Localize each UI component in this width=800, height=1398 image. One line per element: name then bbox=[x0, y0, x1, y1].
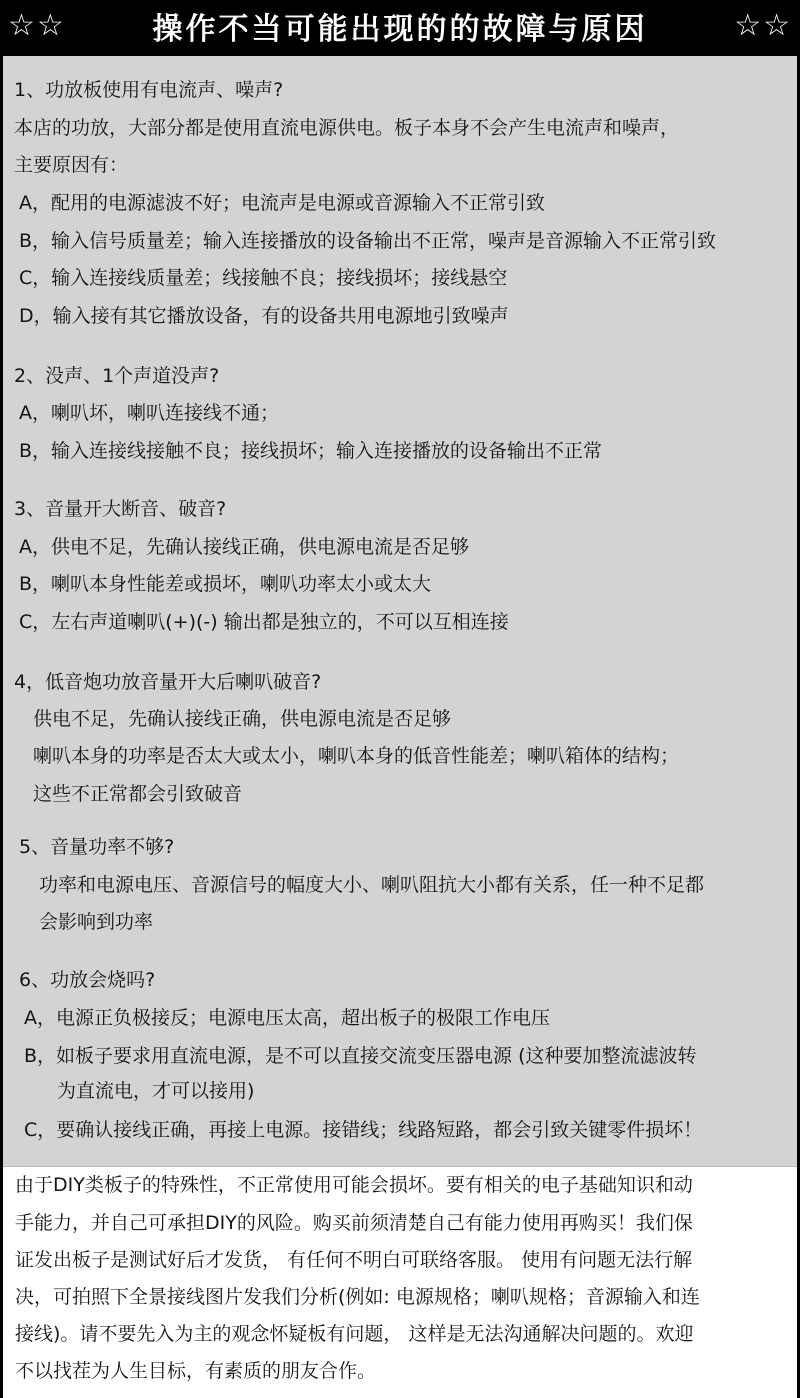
section-4-heading: 4，低音炮功放音量开大后喇叭破音? bbox=[14, 671, 322, 693]
section-3-line: B，喇叭本身性能差或损坏，喇叭功率太小或太大 bbox=[19, 573, 432, 595]
notice-line: 证发出板子是测试好后才发货， 有任何不明白可联络客服。 使用有问题无法行解 bbox=[15, 1249, 693, 1271]
notice-line: 接线)。请不要先入为主的观念怀疑板有问题， 这样是无法沟通解决问题的。欢迎 bbox=[15, 1323, 694, 1345]
section-2-line: B，输入连接线接触不良；接线损坏；输入连接播放的设备输出不正常 bbox=[19, 440, 603, 462]
section-4-line: 供电不足，先确认接线正确，供电源电流是否足够 bbox=[33, 708, 452, 730]
section-1-line: B，输入信号质量差；输入连接播放的设备输出不正常，噪声是音源输入不正常引致 bbox=[19, 230, 717, 252]
right-stars-icon: ☆☆ bbox=[734, 8, 792, 43]
notice-box bbox=[3, 1166, 797, 1398]
section-4-line: 喇叭本身的功率是否太大或太小，喇叭本身的低音性能差；喇叭箱体的结构； bbox=[33, 745, 680, 767]
section-6-line: C，要确认接线正确，再接上电源。接错线；线路短路，都会引致关键零件损坏！ bbox=[24, 1119, 703, 1141]
section-5-line: 会影响到功率 bbox=[39, 911, 154, 933]
section-4-line: 这些不正常都会引致破音 bbox=[33, 783, 243, 805]
section-1-line: A，配用的电源滤波不好；电流声是电源或音源输入不正常引致 bbox=[19, 192, 545, 214]
notice-line: 由于DIY类板子的特殊性，不正常使用可能会损坏。要有相关的电子基础知识和动 bbox=[15, 1174, 693, 1196]
section-3-heading: 3、音量开大断音、破音? bbox=[14, 498, 227, 520]
section-1-line: D，输入接有其它播放设备，有的设备共用电源地引致噪声 bbox=[19, 305, 509, 327]
section-6-heading: 6、功放会烧吗? bbox=[19, 969, 156, 991]
left-stars-icon: ☆☆ bbox=[8, 8, 66, 43]
notice-line: 决，可拍照下全景接线图片发我们分析(例如: 电源规格；喇叭规格；音源输入和连 bbox=[15, 1286, 700, 1308]
section-1-line: C，输入连接线质量差；线接触不良；接线损坏；接线悬空 bbox=[19, 267, 508, 289]
section-1-line: 本店的功放，大部分都是使用直流电源供电。板子本身不会产生电流声和噪声， bbox=[14, 117, 680, 139]
section-1-line: 主要原因有： bbox=[14, 154, 129, 176]
section-6-line: 为直流电，才可以接用) bbox=[57, 1080, 255, 1102]
notice-line: 不以找茬为人生目标，有素质的朋友合作。 bbox=[15, 1360, 377, 1382]
section-1-heading: 1、功放板使用有电流声、噪声? bbox=[14, 79, 284, 101]
section-5-heading: 5、音量功率不够? bbox=[19, 836, 175, 858]
faq-panel bbox=[3, 56, 797, 1166]
section-2-heading: 2、没声、1个声道没声? bbox=[14, 365, 220, 387]
section-3-line: C，左右声道喇叭(+)(-) 输出都是独立的，不可以互相连接 bbox=[19, 611, 509, 633]
section-2-line: A，喇叭坏，喇叭连接线不通； bbox=[19, 402, 279, 424]
notice-line: 手能力，并自己可承担DIY的风险。购买前须清楚自己有能力使用再购买！我们保 bbox=[15, 1212, 693, 1234]
section-5-line: 功率和电源电压、音源信号的幅度大小、喇叭阻抗大小都有关系，任一种不足都 bbox=[39, 874, 705, 896]
title-bar bbox=[0, 0, 800, 52]
section-6-line: B，如板子要求用直流电源，是不可以直接交流变压器电源 (这种要加整流滤波转 bbox=[24, 1045, 697, 1067]
page-title: 操作不当可能出现的的故障与原因 bbox=[152, 12, 648, 47]
section-6-line: A，电源正负极接反；电源电压太高，超出板子的极限工作电压 bbox=[24, 1007, 550, 1029]
section-3-line: A，供电不足，先确认接线正确，供电源电流是否足够 bbox=[19, 536, 469, 558]
